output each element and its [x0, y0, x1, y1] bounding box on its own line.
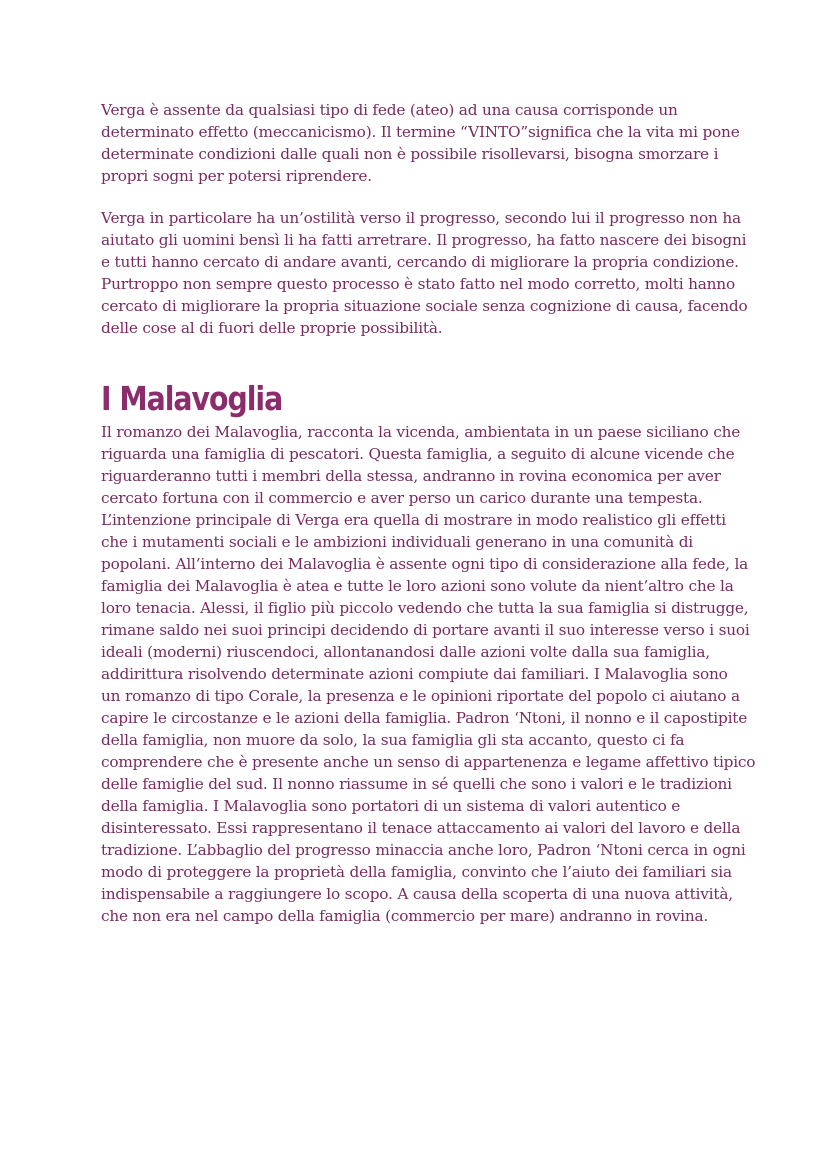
text-line: ideali (moderni) riuscendoci, allontanandosi dalle azioni volte dalla sua famiglia,: [101, 643, 710, 661]
text-line: un romanzo di tipo Corale, la presenza e le opinioni riportate del popolo ci aiutano a: [101, 687, 740, 705]
paragraph-verga-atheism: [101, 99, 741, 187]
text-line: Purtroppo non sempre questo processo è stato fatto nel modo corretto, molti hanno: [101, 275, 735, 293]
text-line: aiutato gli uomini bensì li ha fatti arretrare. Il progresso, ha fatto nascere dei bisogni: [101, 231, 747, 249]
text-line: Verga in particolare ha un’ostilità verso il progresso, secondo lui il progresso non ha: [101, 209, 741, 227]
text-line: disinteressato. Essi rappresentano il tenace attaccamento ai valori del lavoro e della: [101, 819, 741, 837]
text-line: riguarda una famiglia di pescatori. Questa famiglia, a seguito di alcune vicende che: [101, 445, 735, 463]
section-heading-malavoglia: I Malavoglia: [101, 379, 283, 418]
text-line: propri sogni per potersi riprendere.: [101, 167, 372, 185]
text-line: popolani. All’interno dei Malavoglia è assente ogni tipo di considerazione alla fede, la: [101, 555, 749, 573]
text-line: della famiglia. I Malavoglia sono portatori di un sistema di valori autentico e: [101, 797, 681, 815]
text-line: riguarderanno tutti i membri della stessa, andranno in rovina economica per aver: [101, 467, 721, 485]
document-body: [101, 99, 756, 927]
text-line: determinato effetto (meccanicismo). Il termine “VINTO”significa che la vita mi pone: [101, 123, 740, 141]
text-line: che non era nel campo della famiglia (commercio per mare) andranno in rovina.: [101, 907, 709, 925]
text-line: L’intenzione principale di Verga era quella di mostrare in modo realistico gli effetti: [101, 511, 726, 529]
paragraph-verga-progress: [101, 207, 748, 339]
text-line: della famiglia, non muore da solo, la sua famiglia gli sta accanto, questo ci fa: [101, 731, 685, 749]
text-line: determinate condizioni dalle quali non è possibile risollevarsi, bisogna smorzare i: [101, 145, 719, 163]
text-line: rimane saldo nei suoi principi decidendo di portare avanti il suo interesse verso i suoi: [101, 621, 750, 639]
text-line: Verga è assente da qualsiasi tipo di fede (ateo) ad una causa corrisponde un: [101, 101, 678, 119]
text-line: loro tenacia. Alessi, il figlio più piccolo vedendo che tutta la sua famiglia si distrugge,: [101, 599, 749, 617]
text-line: delle famiglie del sud. Il nonno riassume in sé quelli che sono i valori e le tradizioni: [101, 775, 732, 793]
text-line: Il romanzo dei Malavoglia, racconta la vicenda, ambientata in un paese siciliano che: [101, 423, 741, 441]
text-line: che i mutamenti sociali e le ambizioni individuali generano in una comunità di: [101, 533, 693, 551]
text-line: comprendere che è presente anche un senso di appartenenza e legame affettivo tipico: [101, 753, 756, 771]
text-line: modo di proteggere la proprietà della famiglia, convinto che l’aiuto dei familiari sia: [101, 863, 732, 881]
text-line: tradizione. L’abbaglio del progresso minaccia anche loro, Padron ‘Ntoni cerca in ogni: [101, 841, 746, 859]
text-line: cercato di migliorare la propria situazione sociale senza cognizione di causa, facendo: [101, 297, 748, 315]
section-heading-wrapper: [101, 379, 741, 421]
paragraph-malavoglia-summary: [101, 421, 756, 927]
text-line: cercato fortuna con il commercio e aver perso un carico durante una tempesta.: [101, 489, 703, 507]
text-line: indispensabile a raggiungere lo scopo. A causa della scoperta di una nuova attività,: [101, 885, 733, 903]
text-line: delle cose al di fuori delle proprie possibilità.: [101, 319, 443, 337]
paragraph-spacer: [101, 187, 741, 207]
text-line: famiglia dei Malavoglia è atea e tutte le loro azioni sono volute da nient’altro che la: [101, 577, 734, 595]
text-line: e tutti hanno cercato di andare avanti, cercando di migliorare la propria condizione.: [101, 253, 739, 271]
text-line: addirittura risolvendo determinate azioni compiute dai familiari. I Malavoglia sono: [101, 665, 728, 683]
text-line: capire le circostanze e le azioni della famiglia. Padron ‘Ntoni, il nonno e il capostipite: [101, 709, 748, 727]
